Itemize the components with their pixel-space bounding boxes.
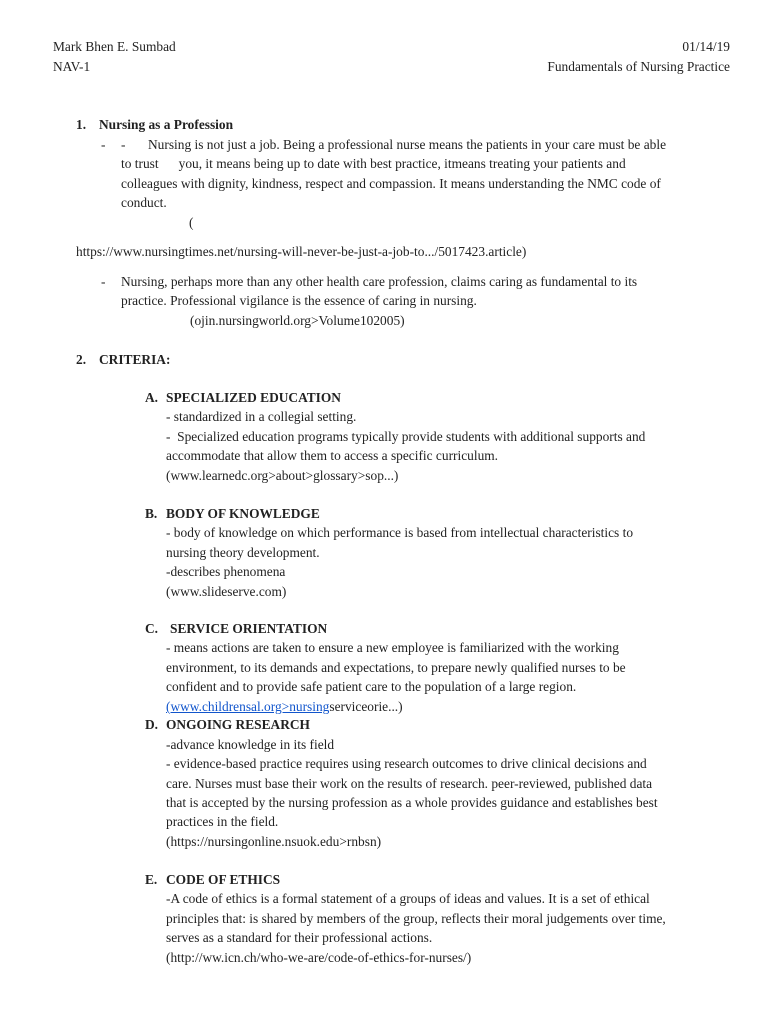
bullet-dash: - <box>121 137 126 152</box>
criterion-source: (http://ww.icn.ch/who-we-are/code-of-ethics-for-nurses/) <box>166 950 472 965</box>
source-link[interactable]: (www.childrensal.org>nursing <box>166 699 330 714</box>
source-link-suffix: serviceorie...) <box>329 699 403 714</box>
criterion-line: - evidence-based practice requires using research outcomes to drive clinical decisions and <box>166 756 647 771</box>
criterion-letter: D. <box>145 717 159 732</box>
criterion-line: serves as a standard for their professional actions. <box>166 930 433 945</box>
criterion-source: (https://nursingonline.nsuok.edu>rnbsn) <box>166 834 382 849</box>
criterion-source: (www.learnedc.org>about>glossary>sop...) <box>166 468 399 483</box>
criterion-line: accommodate that allow them to access a specific curriculum. <box>166 448 499 463</box>
criterion-line: - means actions are taken to ensure a new employee is familiarized with the working <box>166 640 619 655</box>
paragraph-line: colleagues with dignity, kindness, respect and compassion. It means understanding the NMC code of <box>121 176 661 191</box>
criterion-line: confident and to provide safe patient care to the population of a large region. <box>166 679 577 694</box>
criterion-title: SERVICE ORIENTATION <box>170 621 328 636</box>
section2-number: 2. <box>76 352 87 367</box>
criterion-line: - body of knowledge on which performance is based from intellectual characteristics to <box>166 525 634 540</box>
course-title: Fundamentals of Nursing Practice <box>547 59 730 74</box>
paragraph-line: practice. Professional vigilance is the essence of caring in nursing. <box>121 293 477 308</box>
criterion-letter: B. <box>145 506 158 521</box>
criterion-line: environment, to its demands and expectations, to prepare newly qualified nurses to be <box>166 660 626 675</box>
source-citation: (ojin.nursingworld.org>Volume102005) <box>190 313 405 328</box>
open-paren: ( <box>189 215 194 230</box>
section1-number: 1. <box>76 117 87 132</box>
criterion-line: care. Nurses must base their work on the results of research. peer-reviewed, published data <box>166 776 653 791</box>
criterion-title: CODE OF ETHICS <box>166 872 281 887</box>
criterion-title: ONGOING RESEARCH <box>166 717 310 732</box>
section1-title: Nursing as a Profession <box>99 117 234 132</box>
criterion-letter: A. <box>145 390 159 405</box>
bullet-dash: - <box>101 137 106 152</box>
criterion-letter: E. <box>145 872 158 887</box>
class-section: NAV-1 <box>53 59 91 74</box>
source-citation: https://www.nursingtimes.net/nursing-will-never-be-just-a-job-to.../5017423.article) <box>76 244 527 259</box>
criterion-line: -A code of ethics is a formal statement of a groups of ideas and values. It is a set of ethical <box>166 891 650 906</box>
criterion-line: - standardized in a collegial setting. <box>166 409 357 424</box>
criterion-source <box>166 698 403 716</box>
header-date: 01/14/19 <box>682 39 730 54</box>
criterion-line: practices in the field. <box>166 814 279 829</box>
section2-title: CRITERIA: <box>99 352 171 367</box>
criterion-line: nursing theory development. <box>166 545 320 560</box>
paragraph-line: conduct. <box>121 195 167 210</box>
criterion-line: -advance knowledge in its field <box>166 737 335 752</box>
bullet-dash: - <box>101 274 106 289</box>
criterion-letter: C. <box>145 621 159 636</box>
criterion-line: that is accepted by the nursing profession as a whole provides guidance and establishes best <box>166 795 658 810</box>
criterion-title: SPECIALIZED EDUCATION <box>166 390 341 405</box>
criterion-title: BODY OF KNOWLEDGE <box>166 506 320 521</box>
author-name: Mark Bhen E. Sumbad <box>53 39 176 54</box>
paragraph-line: Nursing, perhaps more than any other health care profession, claims caring as fundamental to its <box>121 274 638 289</box>
criterion-line: -describes phenomena <box>166 564 286 579</box>
paragraph-line: Nursing is not just a job. Being a professional nurse means the patients in your care must be able <box>148 137 667 152</box>
criterion-line: principles that: is shared by members of the group, reflects their moral judgements over time, <box>166 911 666 926</box>
criterion-line: - Specialized education programs typically provide students with additional supports and <box>166 429 646 444</box>
paragraph-line: to trust you, it means being up to date with best practice, itmeans treating your patients and <box>121 156 626 171</box>
criterion-source: (www.slideserve.com) <box>166 584 287 599</box>
